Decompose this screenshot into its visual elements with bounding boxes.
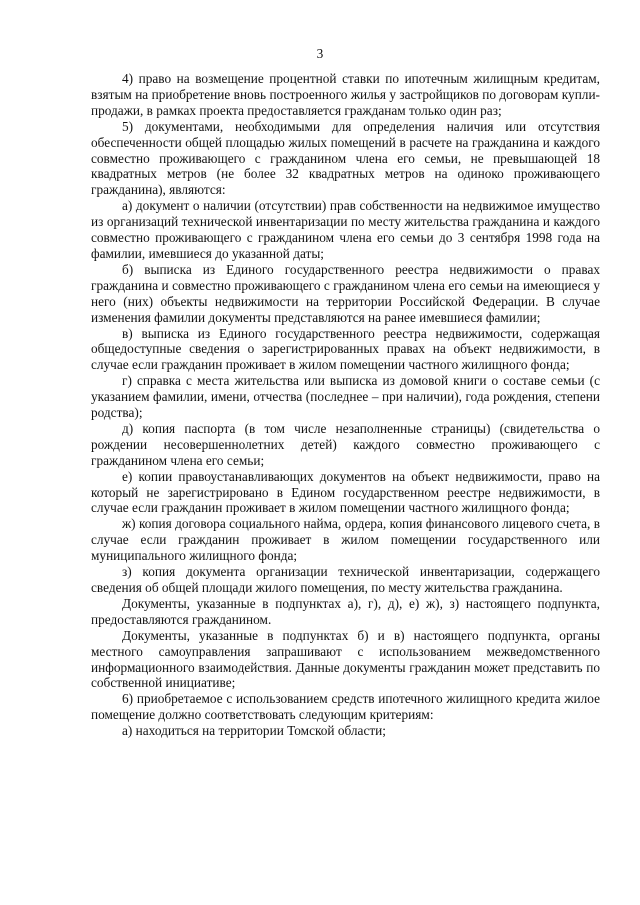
- paragraph-item-4: 4) право на возмещение процентной ставки по ипотечным жилищным кредитам, взятым на приобретение вновь построенного жилья у застройщиков по договорам купли-продажи, в рамках проекта предоставляется гражданам только один раз;: [91, 71, 600, 118]
- paragraph-subitem-z: з) копия документа организации технической инвентаризации, содержащего сведения об общей площади жилого помещения, по месту жительства гражданина.: [91, 564, 600, 595]
- page-number: 3: [316, 46, 324, 61]
- paragraph-subitem-b: б) выписка из Единого государственного реестра недвижимости о правах гражданина и совместно проживающего с гражданином члена его семьи на имеющиеся у него (них) объекты недвижимости на территории Российской Федерации. В случае изменения фамилии документы представляются на ранее имевшиеся фамилии;: [91, 261, 600, 325]
- document-body: [91, 71, 600, 739]
- paragraph-subitem-d: д) копия паспорта (в том числе незаполненные страницы) (свидетельства о рождении несовершеннолетних детей) каждого совместно проживающего с гражданином члена его семьи;: [91, 420, 600, 468]
- paragraph-subitem-e: е) копии правоустанавливающих документов на объект недвижимости, право на который не зарегистрировано в Едином государственном реестре недвижимости, в случае если гражданин проживает в жилом помещении частного жилищного фонда;: [91, 468, 600, 516]
- paragraph-subitem-g: г) справка с места жительства или выписка из домовой книги о составе семьи (с указанием фамилии, имени, отчества (последнее – при наличии), года рождения, степени родства);: [91, 373, 600, 421]
- paragraph-item-6-subitem-a: а) находиться на территории Томской области;: [122, 723, 386, 739]
- paragraph-documents-by-citizen: Документы, указанные в подпунктах а), г), д), е) ж), з) настоящего подпункта, предоставляются гражданином.: [91, 595, 600, 627]
- paragraph-subitem-v: в) выписка из Единого государственного реестра недвижимости, содержащая общедоступные сведения о зарегистрированных правах на объект недвижимости, в случае если гражданин проживает в жилом помещении частного жилищного фонда;: [91, 325, 600, 373]
- paragraph-documents-interagency: Документы, указанные в подпунктах б) и в) настоящего подпункта, органы местного самоуправления запрашивают с использованием межведомственного информационного взаимодействия. Данные документы гражданин может представить по собственной инициативе;: [91, 627, 600, 691]
- paragraph-item-6: 6) приобретаемое с использованием средств ипотечного жилищного кредита жилое помещение должно соответствовать следующим критериям:: [91, 691, 600, 723]
- paragraph-item-5: 5) документами, необходимыми для определения наличия или отсутствия обеспеченности общей площадью жилых помещений в расчете на гражданина и каждого совместно проживающего с гражданином члена его семьи, не превышающей 18 квадратных метров (не более 32 квадратных метров на одиноко проживающего гражданина), являются:: [91, 118, 600, 198]
- paragraph-subitem-zh: ж) копия договора социального найма, ордера, копия финансового лицевого счета, в случае если гражданин проживает в жилом помещении государственного или муниципального жилищного фонда;: [91, 516, 600, 564]
- paragraph-subitem-a: а) документ о наличии (отсутствии) прав собственности на недвижимое имущество из организаций технической инвентаризации по месту жительства гражданина и каждого совместно проживающего с гражданином члена его семьи до 3 сентября 1998 года на фамилии, имевшиеся до указанной даты;: [91, 198, 600, 261]
